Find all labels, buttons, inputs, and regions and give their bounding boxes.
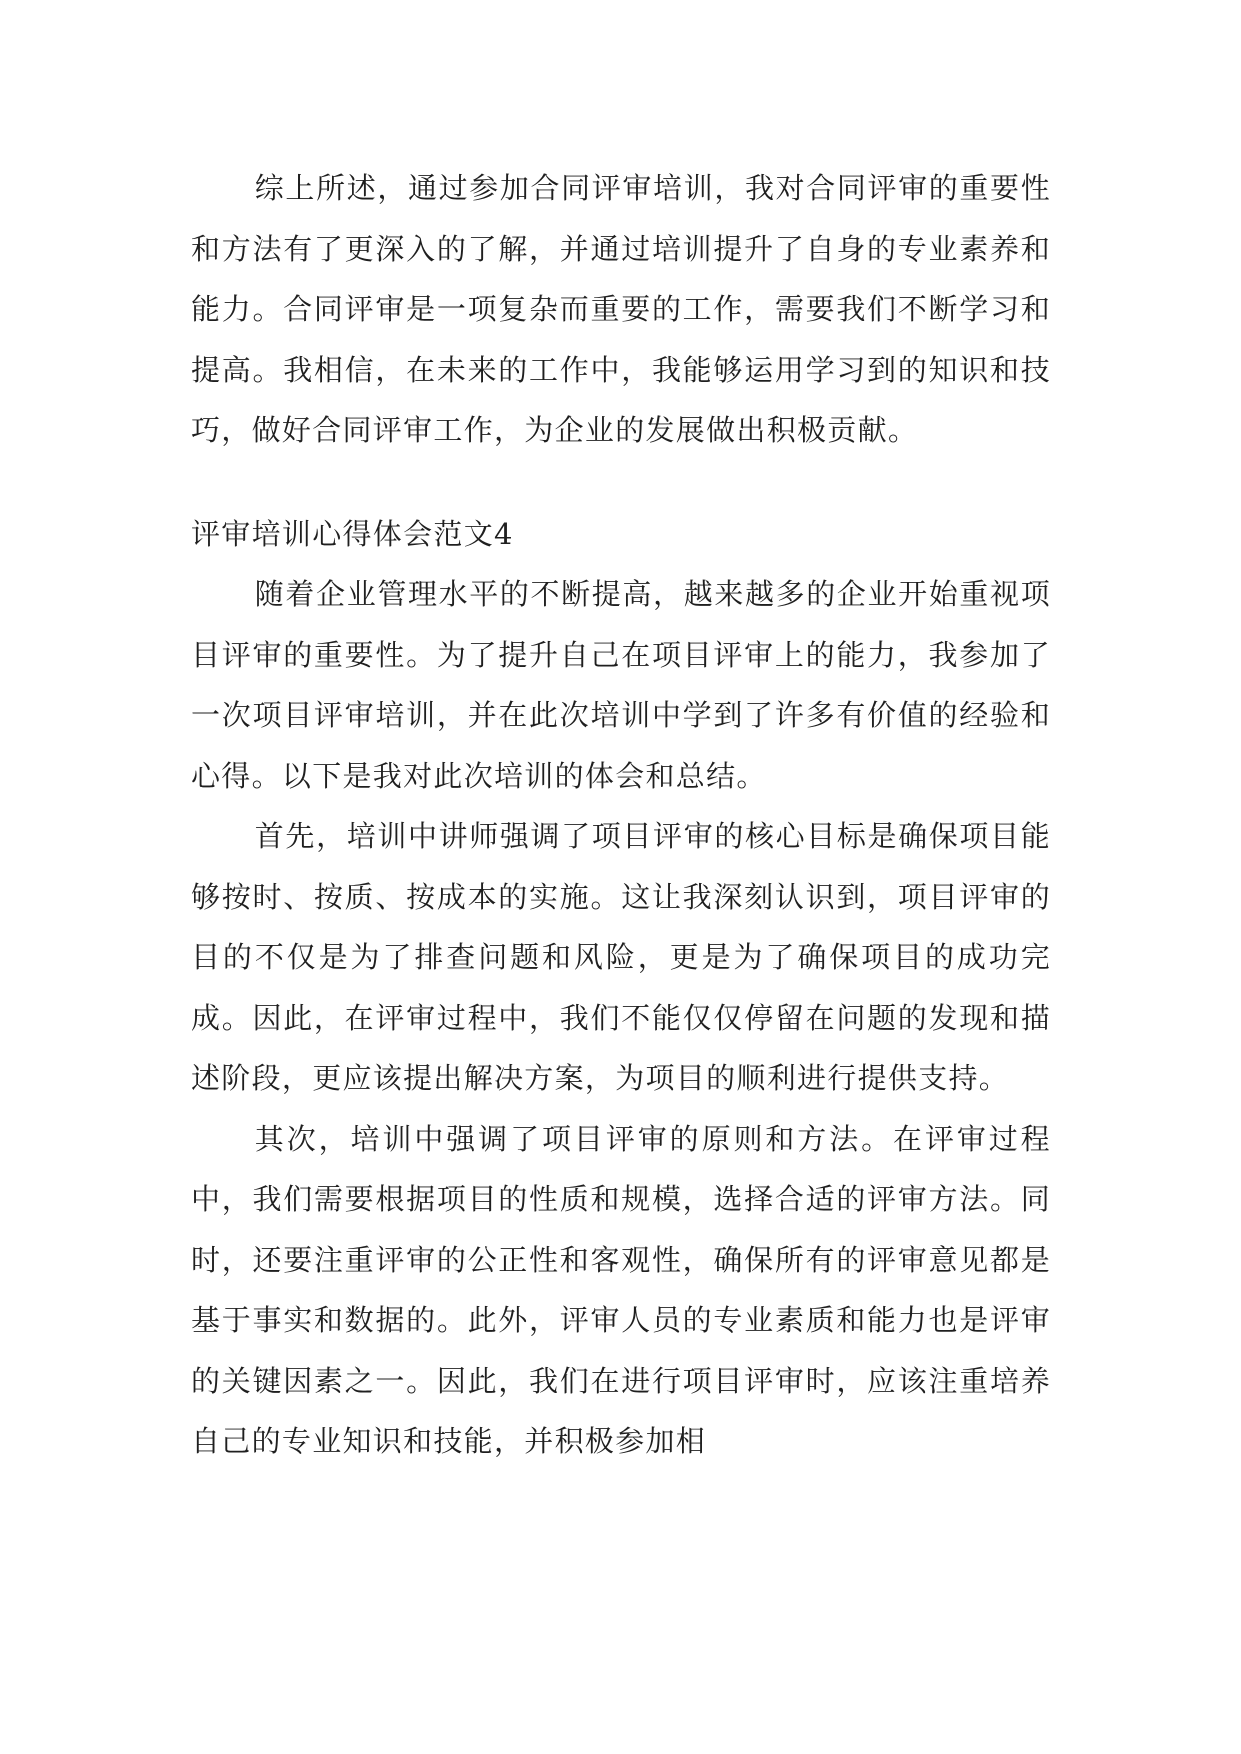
document-body bbox=[191, 158, 1051, 1472]
paragraph-intro: 随着企业管理水平的不断提高，越来越多的企业开始重视项目评审的重要性。为了提升自己在项目评审上的能力，我参加了一次项目评审培训，并在此次培训中学到了许多有价值的经验和心得。以下是我对此次培训的体会和总结。 bbox=[191, 577, 1051, 793]
paragraph-summary: 综上所述，通过参加合同评审培训，我对合同评审的重要性和方法有了更深入的了解，并通过培训提升了自身的专业素养和能力。合同评审是一项复杂而重要的工作，需要我们不断学习和提高。我相信，在未来的工作中，我能够运用学习到的知识和技巧，做好合同评审工作，为企业的发展做出积极贡献。 bbox=[191, 171, 1051, 447]
paragraph-second-point: 其次，培训中强调了项目评审的原则和方法。在评审过程中，我们需要根据项目的性质和规模，选择合适的评审方法。同时，还要注重评审的公正性和客观性，确保所有的评审意见都是基于事实和数据的。此外，评审人员的专业素质和能力也是评审的关键因素之一。因此，我们在进行项目评审时，应该注重培养自己的专业知识和技能，并积极参加相 bbox=[191, 1121, 1051, 1458]
paragraph-first-point: 首先，培训中讲师强调了项目评审的核心目标是确保项目能够按时、按质、按成本的实施。这让我深刻认识到，项目评审的目的不仅是为了排查问题和风险，更是为了确保项目的成功完成。因此，在评审过程中，我们不能仅仅停留在问题的发现和描述阶段，更应该提出解决方案，为项目的顺利进行提供支持。 bbox=[191, 819, 1051, 1095]
section-heading: 评审培训心得体会范文4 bbox=[191, 516, 514, 551]
